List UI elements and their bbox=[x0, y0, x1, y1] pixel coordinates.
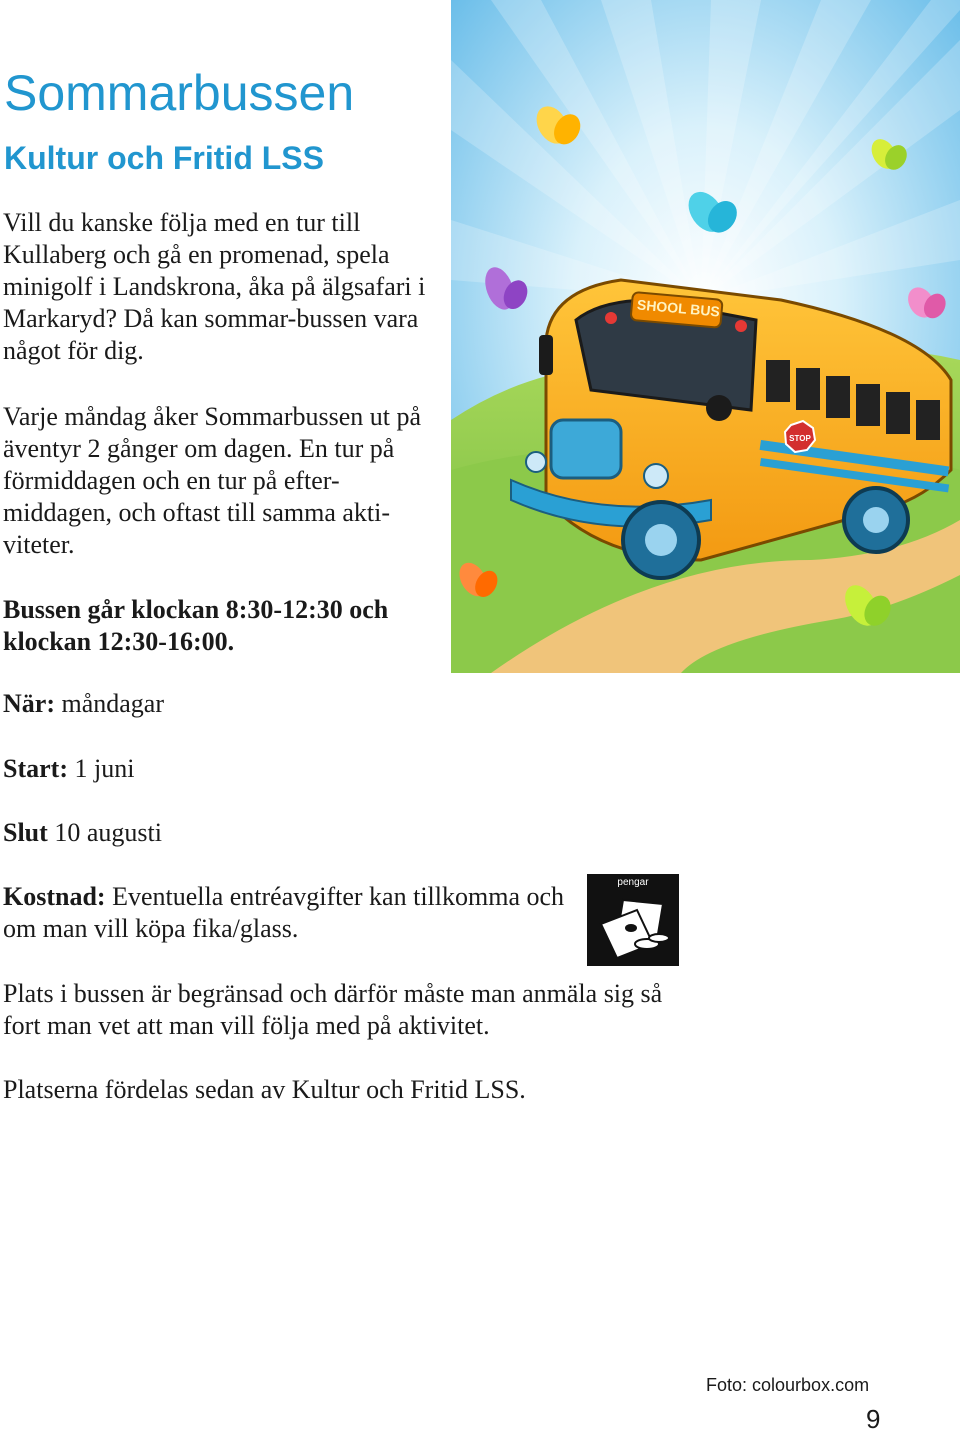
start-label: Start: bbox=[3, 754, 68, 783]
headlight-left bbox=[526, 452, 546, 472]
end-value: 10 augusti bbox=[54, 818, 162, 847]
page-title: Sommarbussen bbox=[4, 65, 355, 121]
money-pictogram bbox=[587, 874, 679, 966]
allocation-paragraph: Platserna fördelas sedan av Kultur och Fritid LSS. bbox=[3, 1075, 526, 1104]
cost-row bbox=[3, 881, 583, 945]
headlight-right bbox=[644, 464, 668, 488]
end-row bbox=[3, 817, 162, 849]
bus-sign-text: SHOOL BUS bbox=[636, 296, 721, 320]
grille bbox=[551, 420, 621, 478]
mirror-left bbox=[539, 335, 553, 375]
money-icon bbox=[587, 874, 679, 966]
registration-paragraph: Plats i bussen är begränsad och därför måste man anmäla sig så fort man vet att man vill följa med på aktivitet. bbox=[3, 979, 663, 1040]
intro-paragraph: Vill du kanske följa med en tur till Kullaberg och gå en promenad, spela minigolf i Landskrona, åka på älgsafari i Markaryd? Då kan sommar-bussen vara något för dig. bbox=[3, 208, 426, 365]
end-label: Slut bbox=[3, 818, 48, 847]
page-number: 9 bbox=[866, 1404, 881, 1434]
start-value: 1 juni bbox=[74, 754, 135, 783]
when-value: måndagar bbox=[61, 689, 164, 718]
school-bus-illustration bbox=[451, 0, 960, 673]
schedule-paragraph: Varje måndag åker Sommarbussen ut på äventyr 2 gånger om dagen. En tur på förmiddagen och en tur på efter-middagen, och oftast till samma akti-viteter. bbox=[3, 402, 422, 559]
photo-credit: Foto: colourbox.com bbox=[706, 1375, 870, 1395]
when-row bbox=[3, 688, 164, 720]
cost-value: Eventuella entréavgifter kan tillkomma och om man vill köpa fika/glass. bbox=[3, 882, 565, 943]
stop-sign-text: STOP bbox=[789, 434, 811, 443]
cost-label: Kostnad: bbox=[3, 882, 106, 911]
times-paragraph: Bussen går klockan 8:30-12:30 och klockan 12:30-16:00. bbox=[3, 595, 389, 656]
page-subtitle: Kultur och Fritid LSS bbox=[4, 140, 324, 176]
start-row bbox=[3, 753, 134, 785]
bus-illustration-svg bbox=[451, 0, 960, 673]
pictogram-label: pengar bbox=[617, 877, 649, 888]
when-label: När: bbox=[3, 689, 55, 718]
mirror-right bbox=[706, 395, 732, 421]
